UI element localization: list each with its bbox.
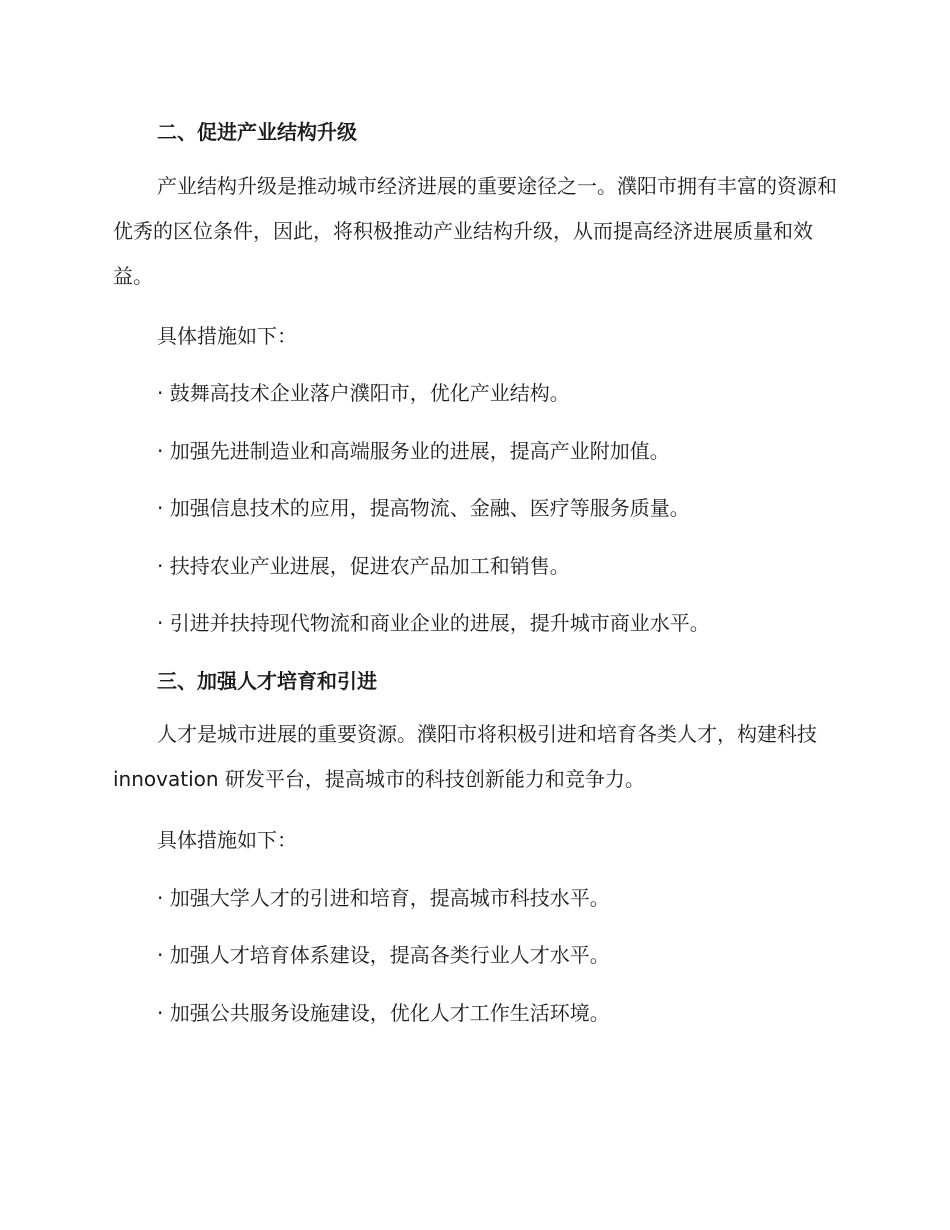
list-item: · 鼓舞高技术企业落户濮阳市，优化产业结构。	[157, 381, 570, 405]
list-item: · 引进并扶持现代物流和商业企业的进展，提升城市商业水平。	[157, 611, 710, 635]
list-item: · 加强人才培育体系建设，提高各类行业人才水平。	[157, 943, 610, 967]
list-item: · 扶持农业产业进展，促进农产品加工和销售。	[157, 554, 570, 578]
list-item: · 加强大学人才的引进和培育，提高城市科技水平。	[157, 886, 610, 910]
measures-label: 具体措施如下：	[157, 828, 297, 852]
section-heading: 二、促进产业结构升级	[157, 120, 357, 144]
list-item: · 加强公共服务设施建设，优化人才工作生活环境。	[157, 1001, 610, 1025]
section-heading: 三、加强人才培育和引进	[157, 669, 377, 693]
section-paragraph: 产业结构升级是推动城市经济进展的重要途径之一。濮阳市拥有丰富的资源和优秀的区位条件，因此，将积极推动产业结构升级，从而提高经济进展质量和效益。	[113, 174, 837, 288]
section-paragraph: 人才是城市进展的重要资源。濮阳市将积极引进和培育各类人才，构建科技 innovation 研发平台，提高城市的科技创新能力和竞争力。	[113, 722, 817, 791]
list-item: · 加强信息技术的应用，提高物流、金融、医疗等服务质量。	[157, 496, 690, 520]
list-item: · 加强先进制造业和高端服务业的进展，提高产业附加值。	[157, 439, 670, 463]
measures-label: 具体措施如下：	[157, 324, 297, 348]
